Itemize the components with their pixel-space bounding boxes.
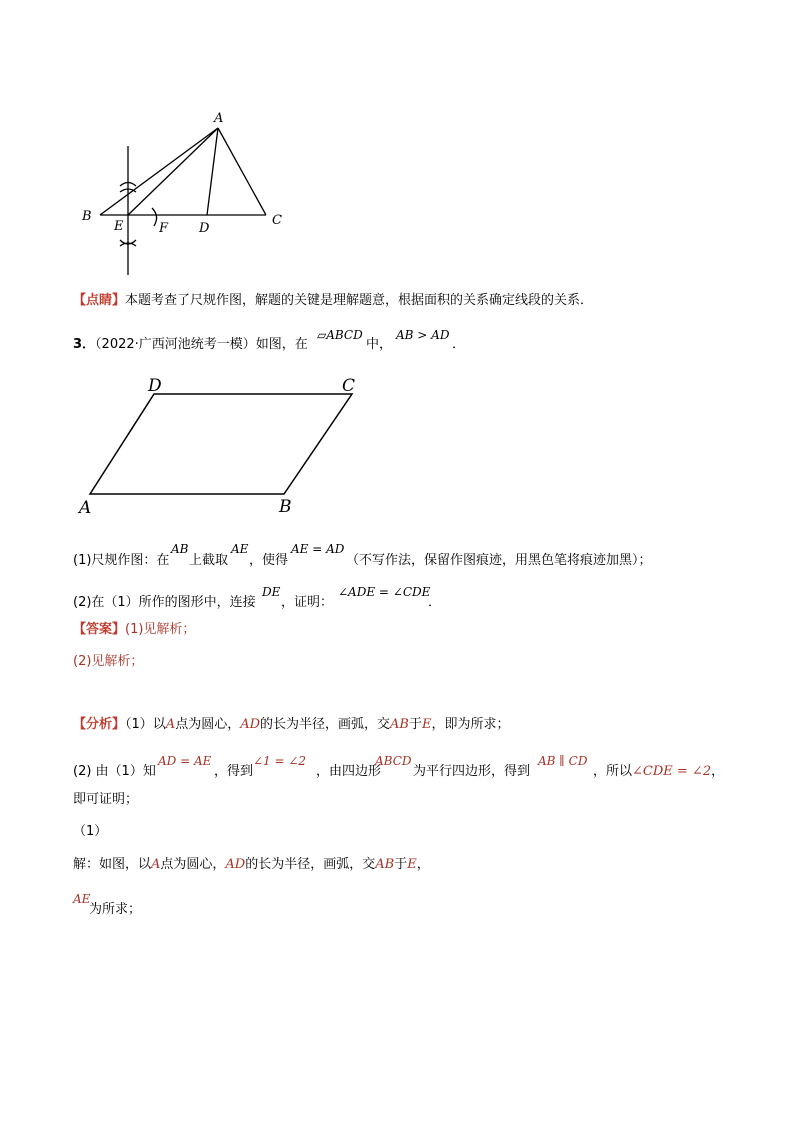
analysis-line-3: 即可证明； — [73, 792, 139, 807]
solution-math: AD — [225, 857, 246, 872]
comment-line — [73, 293, 593, 309]
solution-part: （1） — [73, 824, 108, 839]
label-d: D — [199, 221, 210, 236]
analysis-math: ∠CDE = ∠2 — [632, 764, 712, 779]
label-a: A — [79, 498, 92, 518]
solution-line-2: 为所求； — [89, 902, 142, 917]
analysis-math-abcd: ABCD — [375, 754, 412, 768]
figure-parallelogram — [72, 372, 372, 522]
analysis-math: AD — [240, 717, 261, 732]
solution-text: ， — [416, 857, 430, 872]
analysis-text: ，即为所求； — [431, 717, 510, 732]
question-2-text-3: ． — [428, 595, 442, 610]
solution-text: 于 — [394, 857, 408, 872]
problem-mid: 中， — [366, 337, 393, 352]
solution-math-ae: AE — [73, 892, 91, 906]
figure-triangle-construction — [70, 108, 300, 280]
answer-line-1 — [73, 622, 195, 638]
analysis-text: ，所以 — [593, 764, 633, 779]
analysis-text: （1）以 — [125, 717, 166, 732]
solution-math: A — [151, 857, 161, 872]
analysis-text: 的长为半径，画弧，交 — [260, 717, 391, 732]
question-1-text-3: ，使得 — [249, 553, 289, 568]
analysis-text: 点为圆心， — [175, 717, 241, 732]
problem-end: ． — [452, 337, 466, 352]
segment-ac — [218, 128, 266, 215]
answer-2: (2)见解析； — [73, 654, 144, 669]
segment-ad — [207, 128, 218, 215]
solution-math: AB — [375, 857, 395, 872]
problem-intro: 如图，在 — [255, 337, 308, 352]
analysis-line-1 — [73, 717, 510, 733]
parallelogram-symbol: ▱ABCD — [317, 328, 363, 342]
analysis-text: 为平行四边形，得到 — [413, 764, 531, 779]
question-2-prefix: (2)在（1）所作的图形中，连接 — [73, 595, 256, 610]
label-a: A — [214, 111, 224, 126]
answer-1: (1)见解析； — [125, 622, 196, 637]
parallelogram-abcd — [90, 394, 352, 494]
solution-text: 点为圆心， — [160, 857, 226, 872]
solution-text: 解：如图，以 — [73, 857, 152, 872]
label-f: F — [159, 221, 169, 236]
angle-arc-f — [152, 208, 157, 226]
problem-number: 3． — [73, 337, 96, 352]
analysis-math-ad-ae: AD = AE — [158, 754, 212, 768]
question-1-math-eq: AE = AD — [291, 542, 345, 556]
analysis-text: ，由四边形 — [316, 764, 382, 779]
analysis-math-parallel: AB ∥ CD — [538, 754, 588, 768]
analysis-math: E — [422, 717, 432, 732]
question-1-text-4: （不写作法，保留作图痕迹，用黑色笔将痕迹加黑）； — [346, 553, 652, 568]
condition-math: AB > AD — [396, 328, 450, 342]
label-e: E — [114, 219, 124, 234]
solution-text: 的长为半径，画弧，交 — [245, 857, 376, 872]
question-2-text-2: ，证明： — [281, 595, 334, 610]
label-d: D — [148, 376, 162, 396]
question-1-prefix: (1)尺规作图：在 — [73, 553, 170, 568]
segment-ae — [128, 128, 218, 215]
analysis-text: ，得到 — [214, 764, 254, 779]
analysis-text — [593, 764, 724, 780]
question-1-math-ae: AE — [231, 542, 249, 556]
segment-ab — [100, 128, 218, 215]
question-1-math-ab: AB — [171, 542, 189, 556]
analysis-math: A — [165, 717, 176, 732]
question-1-text-2: 上截取 — [189, 553, 229, 568]
answer-tag: 【答案】 — [73, 622, 126, 637]
analysis-text: ， — [711, 764, 725, 779]
comment-tag: 【点睛】 — [73, 293, 126, 308]
solution-line-1 — [73, 857, 430, 873]
question-2-math-de: DE — [262, 585, 281, 599]
solution-math: E — [407, 857, 417, 872]
analysis-tag: 【分析】 — [73, 717, 126, 732]
analysis-text: 于 — [408, 717, 422, 732]
question-2-math-angle: ∠ADE = ∠CDE — [338, 585, 431, 599]
label-c: C — [342, 376, 356, 396]
label-b: B — [279, 497, 292, 517]
analysis-math: AB — [390, 717, 409, 732]
label-b: B — [82, 209, 92, 224]
problem-3-statement — [73, 337, 308, 353]
problem-source: （2022·广西河池统考一模） — [95, 337, 256, 352]
analysis-math-angles: ∠1 = ∠2 — [253, 754, 307, 768]
analysis-line-2-prefix: (2) 由（1）知 — [73, 764, 156, 779]
comment-text: 本题考查了尺规作图，解题的关键是理解题意，根据面积的关系确定线段的关系． — [125, 293, 594, 308]
label-c: C — [272, 213, 282, 228]
